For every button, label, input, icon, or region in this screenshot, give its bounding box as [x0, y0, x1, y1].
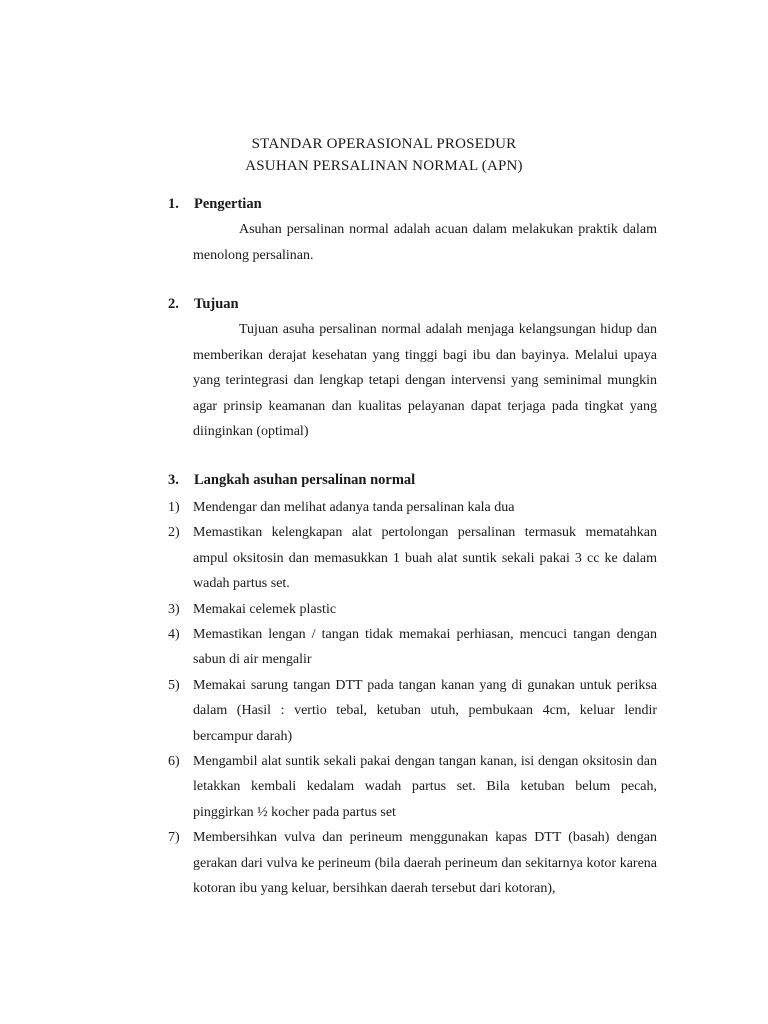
step-number: 7) [168, 830, 180, 846]
step-text: Mengambil alat suntik sekali pakai dengan tangan kanan, isi dengan oksitosin dan letakkan kembali kedalam wadah partus set. Bila ketuban belum pecah, pinggirkan ½ kocher pada partus set [193, 754, 657, 820]
step-number: 4) [168, 627, 180, 643]
section-heading-pengertian [168, 196, 262, 213]
step-text: Mendengar dan melihat adanya tanda persalinan kala dua [193, 500, 515, 515]
section-title: Langkah asuhan persalinan normal [194, 472, 416, 488]
section-title: Tujuan [194, 296, 239, 312]
step-number: 3) [168, 601, 180, 617]
step-number: 2) [168, 525, 180, 541]
section-heading-tujuan [168, 296, 239, 313]
step-text: Memastikan lengan / tangan tidak memakai perhiasan, mencuci tangan dengan sabun di air mengalir [193, 627, 657, 668]
list-item [168, 597, 657, 622]
step-text: Memastikan kelengkapan alat pertolongan persalinan termasuk mematahkan ampul oksitosin dan memasukkan 1 buah alat suntik sekali pakai 3 cc ke dalam wadah partus set. [193, 525, 657, 592]
list-item [168, 673, 657, 749]
section-body-pengertian: Asuhan persalinan normal adalah acuan dalam melakukan praktik dalam menolong persalinan. [193, 222, 657, 263]
document-title-line2: ASUHAN PERSALINAN NORMAL (APN) [245, 158, 523, 174]
list-item [168, 495, 657, 520]
section-title: Pengertian [194, 196, 262, 212]
section-heading-langkah [168, 472, 415, 489]
step-number: 5) [168, 677, 180, 693]
list-item [168, 622, 657, 673]
list-item [168, 825, 657, 901]
section-number: 3. [168, 472, 179, 488]
section-number: 2. [168, 296, 179, 312]
step-number: 1) [168, 500, 180, 515]
list-item [168, 749, 657, 825]
step-text: Memakai celemek plastic [193, 601, 337, 617]
step-number: 6) [168, 754, 180, 770]
steps-list [168, 495, 657, 902]
step-text: Memakai sarung tangan DTT pada tangan kanan yang di gunakan untuk periksa dalam (Hasil : vertio tebal, ketuban utuh, pembukaan 4cm, keluar lendir bercampur darah) [193, 677, 657, 744]
list-item [168, 520, 657, 596]
section-number: 1. [168, 196, 179, 212]
section-body-tujuan: Tujuan asuha persalinan normal adalah menjaga kelangsungan hidup dan memberikan derajat kesehatan yang tinggi bagi ibu dan bayinya. Melalui upaya yang terintegrasi dan lengkap tetapi dengan intervensi yang seminimal mungkin agar prinsip keamanan dan kualitas pelayanan dapat terjaga pada tingkat yang diinginkan (optimal) [193, 322, 657, 439]
document-title-line1: STANDAR OPERASIONAL PROSEDUR [251, 136, 517, 152]
step-text: Membersihkan vulva dan perineum menggunakan kapas DTT (basah) dengan gerakan dari vulva ke perineum (bila daerah perineum dan sekitarnya kotor karena kotoran ibu yang keluar, bersihkan daerah tersebut dari kotoran), [193, 830, 657, 897]
